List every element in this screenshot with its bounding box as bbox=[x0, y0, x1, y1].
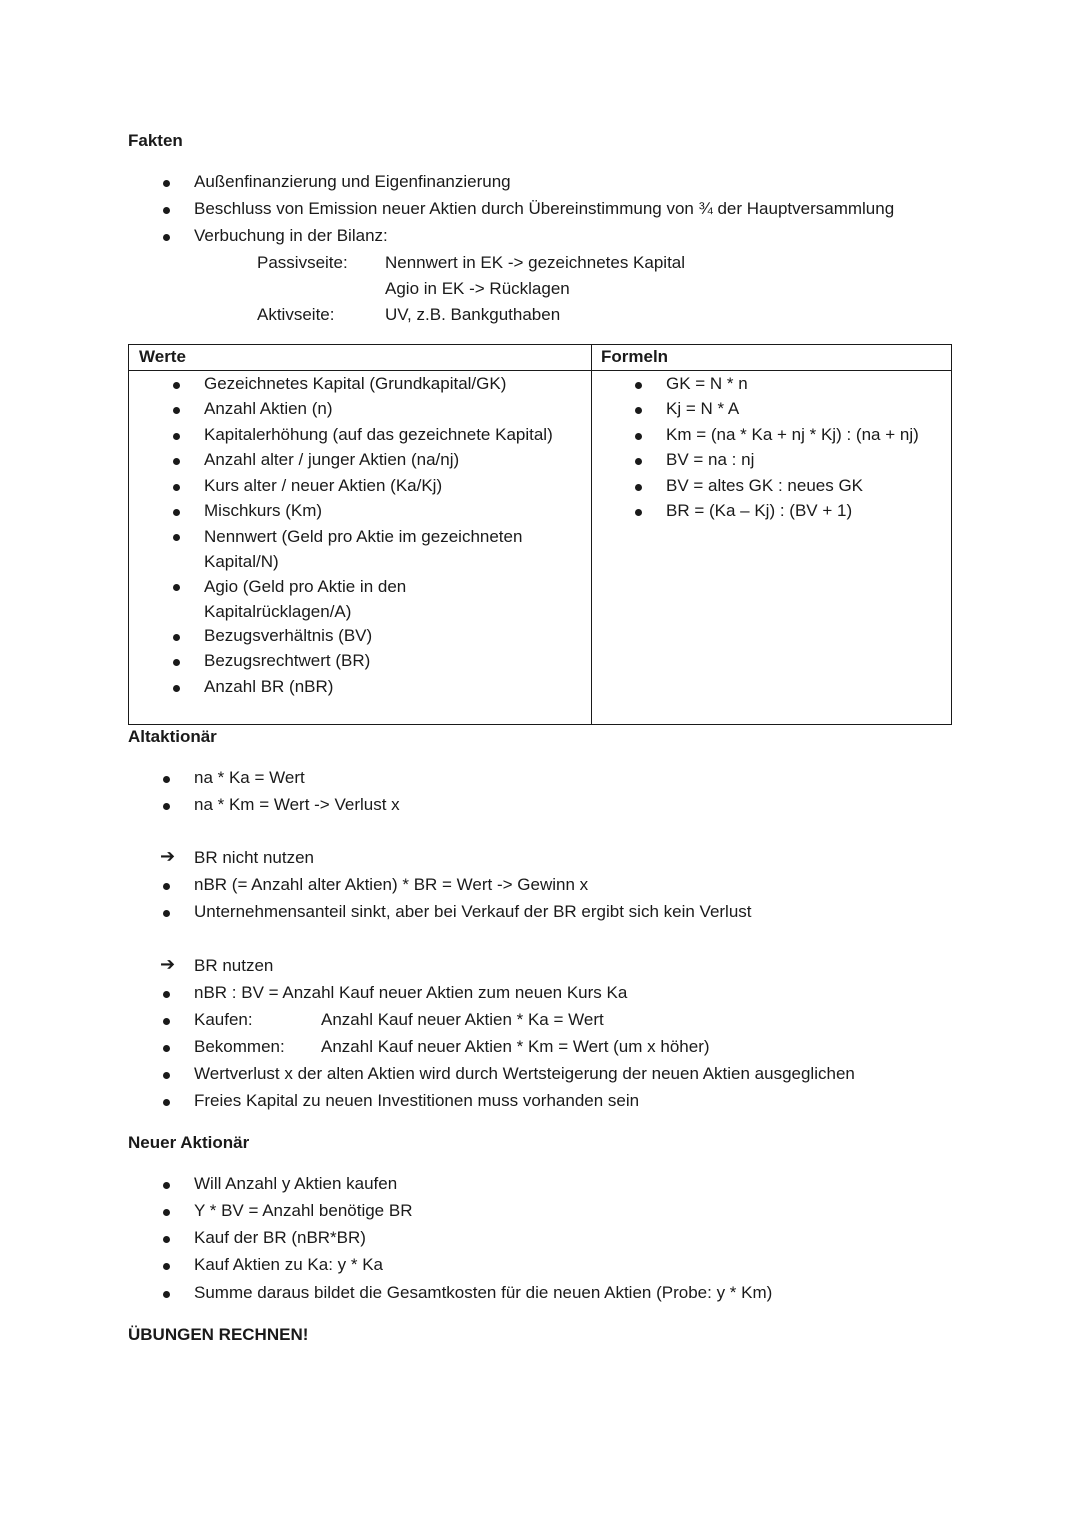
werte-item: Kapitalerhöhung (auf das gezeichnete Kapital) bbox=[204, 425, 553, 444]
bullet-icon bbox=[163, 883, 170, 890]
bullet-icon bbox=[173, 433, 180, 440]
passiv-line: Agio in EK -> Rücklagen bbox=[385, 279, 570, 298]
bullet-icon bbox=[173, 685, 180, 692]
formel-item: BV = altes GK : neues GK bbox=[666, 476, 864, 495]
werte-item: Mischkurs (Km) bbox=[204, 501, 323, 520]
neuer-aktionaer-item: Summe daraus bildet die Gesamtkosten für die neuen Aktien (Probe: y * Km) bbox=[194, 1283, 773, 1302]
werte-item: Anzahl alter / junger Aktien (na/nj) bbox=[204, 450, 460, 469]
formeln-heading: Formeln bbox=[601, 347, 669, 366]
fakten-heading: Fakten bbox=[128, 131, 183, 150]
neuer-aktionaer-item: Kauf Aktien zu Ka: y * Ka bbox=[194, 1255, 384, 1274]
altaktionaer-heading: Altaktionär bbox=[128, 727, 217, 746]
werte-item: Agio (Geld pro Aktie in den Kapitalrücklagen/A) bbox=[204, 577, 407, 621]
formel-item: Kj = N * A bbox=[666, 399, 740, 418]
bullet-icon bbox=[163, 234, 170, 241]
fakten-item: Außenfinanzierung und Eigenfinanzierung bbox=[194, 172, 511, 191]
bullet-icon bbox=[163, 803, 170, 810]
passiv-line: Nennwert in EK -> gezeichnetes Kapital bbox=[385, 253, 686, 272]
neuer-aktionaer-item: Y * BV = Anzahl benötige BR bbox=[194, 1201, 413, 1220]
bullet-icon bbox=[173, 458, 180, 465]
br-nicht-nutzen-title: BR nicht nutzen bbox=[194, 848, 315, 867]
werte-heading: Werte bbox=[139, 347, 186, 366]
aktiv-line: UV, z.B. Bankguthaben bbox=[385, 305, 561, 324]
bullet-icon bbox=[173, 634, 180, 641]
bullet-icon bbox=[163, 1236, 170, 1243]
bekommen-text: Anzahl Kauf neuer Aktien * Km = Wert (um x höher) bbox=[321, 1037, 710, 1056]
formel-item: BV = na : nj bbox=[666, 450, 755, 469]
bullet-icon bbox=[163, 180, 170, 187]
neuer-aktionaer-item: Will Anzahl y Aktien kaufen bbox=[194, 1174, 398, 1193]
table-header-line bbox=[128, 370, 952, 371]
bullet-icon bbox=[163, 1072, 170, 1079]
br-nicht-nutzen-item: Unternehmensanteil sinkt, aber bei Verkauf der BR ergibt sich kein Verlust bbox=[194, 902, 752, 921]
br-nutzen-item: Freies Kapital zu neuen Investitionen muss vorhanden sein bbox=[194, 1091, 640, 1110]
br-nutzen-title: BR nutzen bbox=[194, 956, 274, 975]
bullet-icon bbox=[163, 1045, 170, 1052]
bullet-icon bbox=[163, 207, 170, 214]
werte-item: Bezugsverhältnis (BV) bbox=[204, 626, 373, 645]
bullet-icon bbox=[635, 509, 642, 516]
bullet-icon bbox=[173, 659, 180, 666]
kaufen-text: Anzahl Kauf neuer Aktien * Ka = Wert bbox=[321, 1010, 604, 1029]
footer-note: ÜBUNGEN RECHNEN! bbox=[128, 1325, 309, 1344]
aktiv-label: Aktivseite: bbox=[257, 305, 335, 324]
br-nicht-nutzen-item: nBR (= Anzahl alter Aktien) * BR = Wert -> Gewinn x bbox=[194, 875, 589, 894]
werte-item: Nennwert (Geld pro Aktie im gezeichneten Kapital/N) bbox=[204, 527, 523, 571]
fakten-item: Beschluss von Emission neuer Aktien durch Übereinstimmung von ¾ der Hauptversammlung bbox=[194, 199, 895, 218]
bullet-icon bbox=[635, 484, 642, 491]
werte-item: Gezeichnetes Kapital (Grundkapital/GK) bbox=[204, 374, 507, 393]
bullet-icon bbox=[163, 776, 170, 783]
br-nutzen-item: nBR : BV = Anzahl Kauf neuer Aktien zum neuen Kurs Ka bbox=[194, 983, 628, 1002]
table-divider bbox=[591, 344, 592, 725]
bullet-icon bbox=[163, 1263, 170, 1270]
bullet-icon bbox=[163, 1291, 170, 1298]
passiv-label: Passivseite: bbox=[257, 253, 348, 272]
neuer-aktionaer-heading: Neuer Aktionär bbox=[128, 1133, 250, 1152]
bullet-icon bbox=[173, 407, 180, 414]
right-arrow-icon: ➔ bbox=[160, 846, 176, 866]
bullet-icon bbox=[173, 584, 180, 591]
bullet-icon bbox=[163, 1018, 170, 1025]
bullet-icon bbox=[163, 991, 170, 998]
bullet-icon bbox=[163, 1182, 170, 1189]
werte-item: Anzahl BR (nBR) bbox=[204, 677, 334, 696]
bullet-icon bbox=[635, 433, 642, 440]
bullet-icon bbox=[163, 1209, 170, 1216]
right-arrow-icon: ➔ bbox=[160, 954, 176, 974]
altaktionaer-item: na * Km = Wert -> Verlust x bbox=[194, 795, 400, 814]
fakten-item: Verbuchung in der Bilanz: bbox=[194, 226, 388, 245]
bullet-icon bbox=[173, 484, 180, 491]
formel-item: BR = (Ka – Kj) : (BV + 1) bbox=[666, 501, 853, 520]
werte-item: Anzahl Aktien (n) bbox=[204, 399, 333, 418]
altaktionaer-item: na * Ka = Wert bbox=[194, 768, 305, 787]
bullet-icon bbox=[173, 534, 180, 541]
bullet-icon bbox=[163, 1099, 170, 1106]
bullet-icon bbox=[163, 910, 170, 917]
kaufen-label: Kaufen: bbox=[194, 1010, 253, 1029]
werte-item: Bezugsrechtwert (BR) bbox=[204, 651, 371, 670]
bullet-icon bbox=[635, 458, 642, 465]
bullet-icon bbox=[635, 407, 642, 414]
bekommen-label: Bekommen: bbox=[194, 1037, 285, 1056]
bullet-icon bbox=[635, 382, 642, 389]
bullet-icon bbox=[173, 382, 180, 389]
formel-item: Km = (na * Ka + nj * Kj) : (na + nj) bbox=[666, 425, 919, 444]
br-nutzen-item: Wertverlust x der alten Aktien wird durch Wertsteigerung der neuen Aktien ausgeglichen bbox=[194, 1064, 855, 1083]
neuer-aktionaer-item: Kauf der BR (nBR*BR) bbox=[194, 1228, 366, 1247]
formel-item: GK = N * n bbox=[666, 374, 748, 393]
werte-item: Kurs alter / neuer Aktien (Ka/Kj) bbox=[204, 476, 443, 495]
bullet-icon bbox=[173, 509, 180, 516]
